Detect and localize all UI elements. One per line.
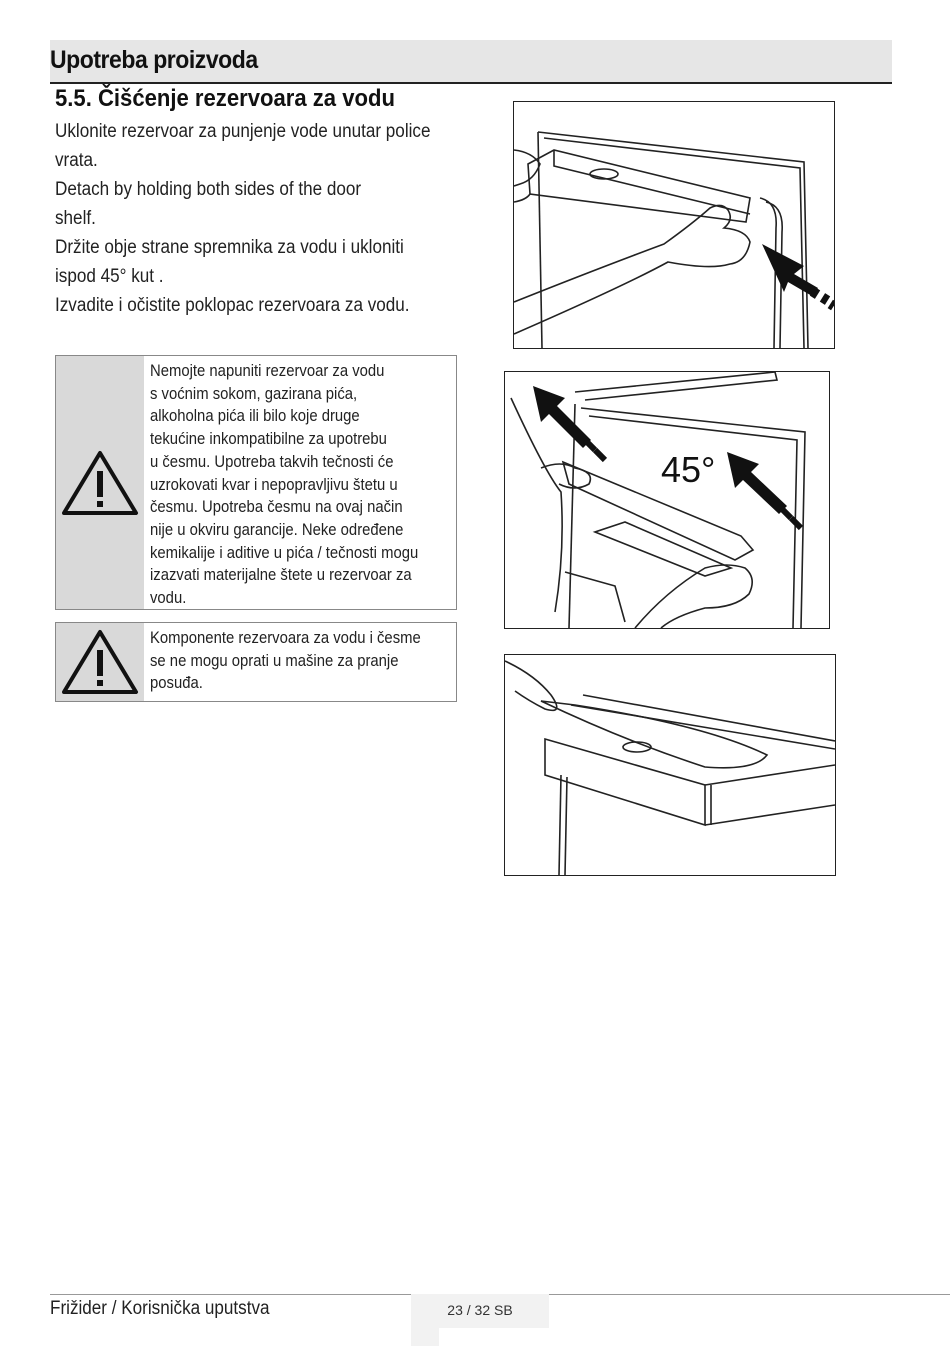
illustration-45-degree: [505, 372, 829, 628]
footer-manual-title: Frižider / Korisnička uputstva: [50, 1298, 270, 1319]
warning-icon-cell: [56, 356, 144, 609]
angle-label: 45°: [661, 449, 716, 490]
section-title: 5.5. Čišćenje rezervoara za vodu: [55, 85, 395, 112]
page-header-title: Upotreba proizvoda: [50, 46, 258, 74]
warning-line: s voćnim sokom, gazirana pića,: [150, 384, 358, 403]
warning-line: česmu. Upotreba česmu na ovaj način: [150, 498, 403, 517]
footer-page-box: [411, 1294, 549, 1328]
warning-icon-cell: [56, 623, 144, 701]
warning-line: vodu.: [150, 589, 187, 608]
warning-line: posuđa.: [150, 674, 203, 693]
warning-line: nije u okviru garancije. Neke određene: [150, 520, 404, 539]
warning-line: alkoholna pića ili bilo koje druge: [150, 407, 360, 426]
illustration-lift-shelf: [514, 102, 834, 348]
warning-line: u česmu. Upotreba takvih tečnosti će: [150, 452, 394, 471]
warning-line: uzrokovati kvar i nepopravljivu štetu u: [150, 475, 398, 494]
warning-box-dishwasher: [55, 622, 457, 702]
instruction-line: Detach by holding both sides of the door: [55, 179, 362, 200]
warning-text: [150, 627, 456, 695]
instruction-line: Izvadite i očistite poklopac rezervoara za vodu.: [55, 295, 410, 316]
footer-tab: [411, 1328, 439, 1346]
instructions-text: [55, 117, 433, 320]
instruction-line: Držite obje strane spremnika za vodu i ukloniti: [55, 237, 404, 258]
instruction-line: Uklonite rezervoar za punjenje vode unutar police: [55, 121, 431, 142]
instruction-line: ispod 45° kut .: [55, 266, 164, 287]
warning-line: izazvati materijalne štete u rezervoar za: [150, 566, 412, 585]
warning-line: se ne mogu oprati u mašine za pranje: [150, 651, 399, 670]
figure-lift-shelf: [513, 101, 835, 349]
instruction-line: shelf.: [55, 208, 96, 229]
instruction-line: vrata.: [55, 150, 98, 171]
warning-triangle-icon: [61, 449, 139, 517]
page-number: 23 / 32 SB: [447, 1302, 513, 1318]
warning-text: [150, 360, 456, 610]
warning-line: kemikalije i aditive u pića / tečnosti mogu: [150, 543, 419, 562]
page-header: [50, 40, 892, 84]
figure-45-degree: [504, 371, 830, 629]
warning-line: tekućine inkompatibilne za upotrebu: [150, 430, 387, 449]
warning-triangle-icon: [61, 628, 139, 696]
warning-line: Komponente rezervoara za vodu i česme: [150, 629, 421, 647]
illustration-remove-lid: [505, 655, 835, 875]
figure-remove-lid: [504, 654, 836, 876]
warning-box-liquids: [55, 355, 457, 610]
warning-line: Nemojte napuniti rezervoar za vodu: [150, 362, 385, 380]
